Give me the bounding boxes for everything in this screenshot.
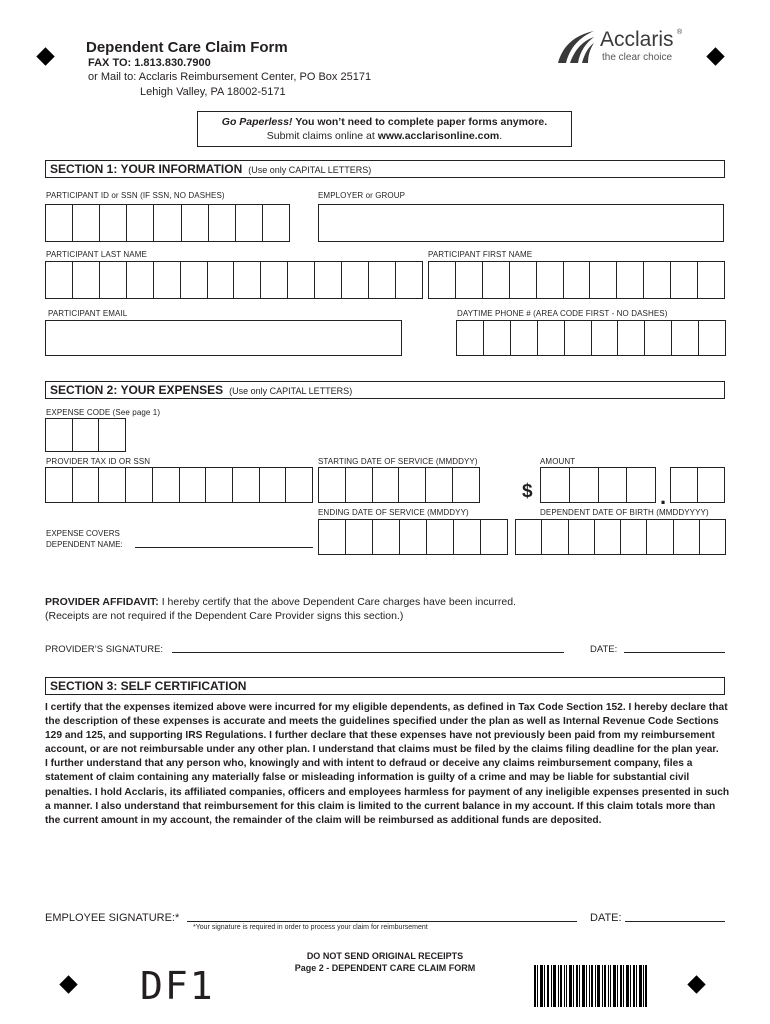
dob-label: DEPENDENT DATE OF BIRTH (MMDDYYYY) [540,508,709,517]
signature-required-note: *Your signature is required in order to process your claim for reimbursement [193,924,428,931]
participant-id-label: PARTICIPANT ID or SSN (IF SSN, NO DASHES) [46,191,225,200]
logo-registered-mark: ® [677,29,683,36]
amount-cents-input[interactable] [670,467,725,503]
end-date-input[interactable] [318,519,508,555]
page-label: Page 2 - DEPENDENT CARE CLAIM FORM [294,963,476,973]
provider-signature-label: PROVIDER’S SIGNATURE: [45,644,164,655]
fax-number: FAX TO: 1.813.830.7900 [88,57,211,69]
affidavit-statement: I hereby certify that the above Dependent Care charges have been incurred. [161,596,516,608]
phone-label: DAYTIME PHONE # (AREA CODE FIRST - NO DASHES) [457,309,668,318]
employee-date-line[interactable] [625,921,725,922]
affidavit-text [45,595,516,623]
acclaris-swoosh-icon [556,27,596,65]
registration-mark-top-left [36,47,54,65]
logo-tagline: the clear choice [602,52,673,63]
employee-signature-label: EMPLOYEE SIGNATURE:* [45,912,180,924]
mail-address-line1: or Mail to: Acclaris Reimbursement Center, PO Box 25171 [88,71,372,83]
certification-paragraph-2: I further understand that any person who, knowingly and with intent to defraud or deceive any claims reimbursement company, files a statement of claim containing any materially false or misleading information is guilty of a crime and may be liable for substantial civil penalties. I hold Acclaris, its affiliated companies, officers and employees harmless for payment of any ineligible expenses presented in such a manner. I also understand that reimbursement for this claim is limited to the current balance in my account. If this claim totals more than the current amount in my account, the remainder of the claim will be reimbursed as additional funds are deposited. [45,758,730,826]
paperless-url[interactable]: www.acclarisonline.com [377,130,500,142]
section2-title: SECTION 2: YOUR EXPENSES [50,383,224,397]
expense-code-label: EXPENSE CODE (See page 1) [46,408,161,417]
phone-input[interactable] [456,320,726,356]
paperless-notice [197,111,572,147]
paperless-line2-prefix: Submit claims online at [266,130,375,142]
no-original-receipts-warning: DO NOT SEND ORIGINAL RECEIPTS [306,951,464,961]
form-title: Dependent Care Claim Form [86,39,288,56]
first-name-input[interactable] [428,261,725,299]
section1-title: SECTION 1: YOUR INFORMATION [50,162,243,176]
email-label: PARTICIPANT EMAIL [48,309,128,318]
section1-subtitle: (Use only CAPITAL LETTERS) [248,165,372,175]
provider-tax-input[interactable] [45,467,313,503]
section2-subtitle: (Use only CAPITAL LETTERS) [229,386,353,396]
barcode [534,965,648,1007]
dependent-name-line[interactable] [135,547,313,548]
registration-mark-bottom-right [687,975,705,993]
provider-date-line[interactable] [624,652,725,653]
last-name-label: PARTICIPANT LAST NAME [46,250,147,259]
decimal-point: . [660,484,667,509]
first-name-label: PARTICIPANT FIRST NAME [428,250,533,259]
paperless-line2-suffix: . [499,130,503,142]
section3-title: SECTION 3: SELF CERTIFICATION [50,679,247,693]
provider-signature-line[interactable] [172,652,564,653]
last-name-input[interactable] [45,261,423,299]
employee-signature-line[interactable] [187,921,577,922]
acclaris-logo [556,27,691,67]
employer-label: EMPLOYER or GROUP [318,191,406,200]
section2-header [45,381,725,399]
mail-address-line2: Lehigh Valley, PA 18002-5171 [140,86,286,98]
employer-input[interactable] [318,204,724,242]
provider-date-label: DATE: [590,644,618,655]
paperless-emphasis: Go Paperless! [221,116,293,128]
participant-id-input[interactable] [45,204,290,242]
amount-dollars-input[interactable] [540,467,656,503]
start-date-label: STARTING DATE OF SERVICE (MMDDYY) [318,457,478,466]
covers-label-1: EXPENSE COVERS [46,529,120,538]
form-code: DF1 [140,964,215,1008]
affidavit-note: (Receipts are not required if the Dependent Care Provider signs this section.) [45,610,404,622]
affidavit-heading: PROVIDER AFFIDAVIT: [45,596,159,608]
self-certification-text [45,701,730,828]
registration-mark-bottom-left [59,975,77,993]
registration-mark-top-right [706,47,724,65]
covers-label-2: DEPENDENT NAME: [46,540,123,549]
section3-header [45,677,725,695]
dollar-sign: $ [522,481,533,502]
certification-paragraph-1: I certify that the expenses itemized above were incurred for my eligible dependents, as defined in Tax Code Section 152. I hereby declare that the description of these expenses is accurate and meets the guidelines specified under the plan as well as Internal Revenue Code Sections 129 and 125, and supporting IRS Regulations. I further declare that these expenses have not previously been paid from my reimbursement account, or are not reimbursable under any other plan. I understand that claims must be filed by the claims filing deadline for the plan year. [45,702,728,756]
provider-tax-label: PROVIDER TAX ID OR SSN [46,457,151,466]
logo-name: Acclaris [600,28,674,51]
amount-label: AMOUNT [540,457,576,466]
employee-date-label: DATE: [590,912,622,924]
dob-input[interactable] [515,519,726,555]
section1-header [45,160,725,178]
email-input[interactable] [45,320,402,356]
end-date-label: ENDING DATE OF SERVICE (MMDDYY) [318,508,469,517]
expense-code-input[interactable] [45,418,126,452]
start-date-input[interactable] [318,467,480,503]
paperless-line1: You won’t need to complete paper forms anymore. [295,116,548,128]
